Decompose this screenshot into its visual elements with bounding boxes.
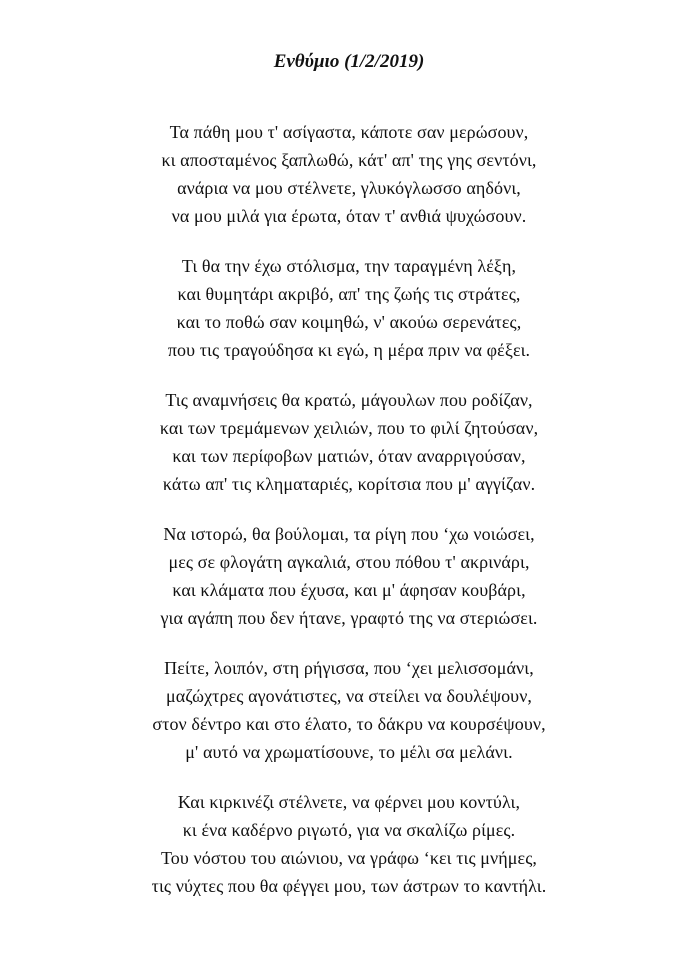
stanza-5 [0, 654, 698, 766]
poem-line: Τις αναμνήσεις θα κρατώ, μάγουλων που ροδίζαν, [165, 390, 533, 410]
poem-line: και κλάματα που έχυσα, και μ' άφησαν κουβάρι, [172, 580, 526, 600]
poem-line: μες σε φλογάτη αγκαλιά, στου πόθου τ' ακρινάρι, [168, 552, 530, 572]
poem-line: Τι θα την έχω στόλισμα, την ταραγμένη λέξη, [181, 256, 517, 276]
poem-line: και το ποθώ σαν κοιμηθώ, ν' ακούω σερενάτες, [176, 312, 522, 332]
stanza-4 [0, 520, 698, 632]
poem-line: για αγάπη που δεν ήτανε, γραφτό της να στεριώσει. [160, 608, 538, 628]
poem-line: στον δέντρο και στο έλατο, το δάκρυ να κουρσέψουν, [152, 714, 546, 734]
poem-body [0, 118, 698, 922]
poem-line: Τα πάθη μου τ' ασίγαστα, κάποτε σαν μερώσουν, [169, 122, 529, 142]
poem-line: να μου μιλά για έρωτα, όταν τ' ανθιά ψυχώσουν. [171, 206, 527, 226]
poem-line: που τις τραγούδησα κι εγώ, η μέρα πριν να φέξει. [167, 340, 531, 360]
poem-line: Πείτε, λοιπόν, στη ρήγισσα, που ‘χει μελισσομάνι, [164, 658, 534, 678]
poem-line: κι ένα καδέρνο ριγωτό, για να σκαλίζω ρίμες. [182, 820, 516, 840]
poem-title: Ενθύμιο (1/2/2019) [273, 51, 425, 72]
poem-line: και των περίφοβων ματιών, όταν αναρριγούσαν, [172, 446, 526, 466]
stanza-6 [0, 788, 698, 900]
poem-line: μ' αυτό να χρωματίσουνε, το μέλι σα μελάνι. [185, 742, 513, 762]
poem-line: Να ιστορώ, θα βούλομαι, τα ρίγη που ‘χω νοιώσει, [163, 524, 535, 544]
stanza-2 [0, 252, 698, 364]
poem-line: κάτω απ' τις κληματαριές, κορίτσια που μ' αγγίζαν. [162, 474, 536, 494]
poem-line: Του νόστου του αιώνιου, να γράφω ‘κει τις μνήμες, [160, 848, 538, 868]
poem-line: κι αποσταμένος ξαπλωθώ, κάτ' απ' της γης σεντόνι, [161, 150, 537, 170]
poem-line: και θυμητάρι ακριβό, απ' της ζωής τις στράτες, [177, 284, 521, 304]
poem-line: μαζώχτρες αγονάτιστες, να στείλει να δουλέψουν, [165, 686, 533, 706]
stanza-3 [0, 386, 698, 498]
stanza-1 [0, 118, 698, 230]
poem-line: και των τρεμάμενων χειλιών, που το φιλί ζητούσαν, [159, 418, 539, 438]
poem-line: ανάρια να μου στέλνετε, γλυκόγλωσσο αηδόνι, [177, 178, 521, 198]
poem-line: Και κιρκινέζι στέλνετε, να φέρνει μου κοντύλι, [177, 792, 521, 812]
poem-line: τις νύχτες που θα φέγγει μου, των άστρων το καντήλι. [151, 876, 547, 896]
